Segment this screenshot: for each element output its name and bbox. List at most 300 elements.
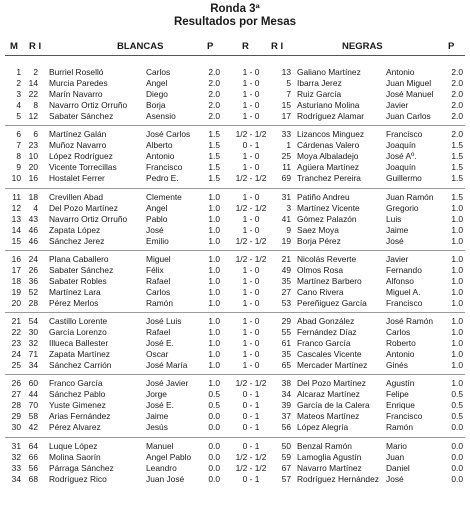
white-first-name: Pablo bbox=[146, 213, 168, 224]
game-result: 1 - 0 bbox=[242, 213, 260, 224]
white-surname: Rodríguez Rico bbox=[49, 473, 107, 484]
board-number: 18 bbox=[11, 275, 21, 286]
white-points: 1.0 bbox=[208, 264, 220, 275]
board-number: 25 bbox=[11, 360, 21, 371]
white-first-name: Angel bbox=[146, 78, 168, 89]
black-rank: 41 bbox=[281, 213, 291, 224]
white-surname: Castillo Lorente bbox=[49, 316, 108, 326]
white-surname: Murcia Paredes bbox=[49, 78, 108, 89]
black-points: 1.0 bbox=[451, 235, 463, 246]
black-first-name: Ramón bbox=[386, 422, 413, 433]
black-points: 2.0 bbox=[451, 129, 463, 140]
game-result: 1/2 - 1/2 bbox=[235, 235, 267, 246]
white-surname: Navarro Ortiz Orruño bbox=[49, 213, 128, 224]
white-points: 1.0 bbox=[208, 224, 220, 235]
white-rank: 18 bbox=[28, 191, 38, 202]
black-rank: 29 bbox=[281, 316, 291, 326]
group-separator bbox=[5, 437, 465, 438]
game-result: 1 - 0 bbox=[242, 67, 260, 77]
table-header bbox=[0, 41, 470, 53]
white-first-name: José bbox=[146, 224, 164, 235]
white-rank: 44 bbox=[28, 389, 38, 400]
white-rank: 14 bbox=[28, 78, 38, 89]
white-rank: 70 bbox=[28, 400, 38, 411]
black-rank: 3 bbox=[286, 202, 291, 213]
white-surname: Yuste Gimenez bbox=[49, 400, 106, 411]
white-rank: 71 bbox=[28, 349, 38, 360]
table-row bbox=[0, 100, 470, 111]
black-rank: 55 bbox=[281, 327, 291, 338]
table-row bbox=[0, 111, 470, 122]
black-rank: 17 bbox=[281, 111, 291, 122]
white-first-name: José María bbox=[146, 360, 188, 371]
col-header-m: M bbox=[10, 41, 18, 52]
black-surname: Patiño Andreu bbox=[297, 191, 350, 202]
header-divider bbox=[5, 55, 465, 56]
white-first-name: Francisco bbox=[146, 162, 183, 173]
table-row bbox=[0, 236, 470, 247]
black-first-name: Agustín bbox=[386, 378, 415, 389]
table-row bbox=[0, 151, 470, 162]
white-surname: Sánchez Pablo bbox=[49, 389, 106, 400]
game-result: 1/2 - 1/2 bbox=[235, 202, 267, 213]
black-rank: 27 bbox=[281, 286, 291, 297]
black-surname: Olmos Rosa bbox=[297, 264, 344, 275]
white-rank: 8 bbox=[33, 100, 38, 111]
black-points: 1.0 bbox=[451, 264, 463, 275]
game-result: 1/2 - 1/2 bbox=[235, 378, 267, 389]
black-points: 1.0 bbox=[451, 360, 463, 371]
black-first-name: Enrique bbox=[386, 400, 415, 411]
board-number: 5 bbox=[16, 111, 21, 122]
black-points: 0.0 bbox=[451, 451, 463, 462]
board-number: 19 bbox=[11, 286, 21, 297]
black-rank: 56 bbox=[281, 422, 291, 433]
white-rank: 28 bbox=[28, 297, 38, 308]
board-number: 9 bbox=[16, 162, 21, 173]
white-points: 1.0 bbox=[208, 327, 220, 338]
white-points: 1.0 bbox=[208, 349, 220, 360]
black-rank: 49 bbox=[281, 264, 291, 275]
group-separator bbox=[5, 188, 465, 189]
white-first-name: José Javier bbox=[146, 378, 189, 389]
table-row bbox=[0, 298, 470, 309]
white-surname: Molina Saorín bbox=[49, 451, 101, 462]
board-number: 26 bbox=[11, 378, 21, 389]
black-rank: 39 bbox=[281, 400, 291, 411]
black-points: 1.0 bbox=[451, 202, 463, 213]
board-number: 6 bbox=[16, 129, 21, 140]
game-result: 0 - 1 bbox=[242, 400, 260, 411]
group-separator bbox=[5, 125, 465, 126]
black-rank: 21 bbox=[281, 253, 291, 264]
white-rank: 32 bbox=[28, 338, 38, 349]
black-surname: Pereñiguez García bbox=[297, 297, 367, 308]
col-header-black: NEGRAS bbox=[342, 41, 383, 52]
white-points: 1.0 bbox=[208, 253, 220, 264]
black-rank: 7 bbox=[286, 89, 291, 100]
white-rank: 64 bbox=[28, 440, 38, 451]
black-rank: 15 bbox=[281, 100, 291, 111]
black-surname: Cárdenas Valero bbox=[297, 140, 360, 151]
col-header-ri-black: R I bbox=[271, 41, 284, 52]
black-rank: 35 bbox=[281, 275, 291, 286]
board-number: 21 bbox=[11, 316, 21, 326]
black-first-name: Daniel bbox=[386, 462, 410, 473]
white-rank: 60 bbox=[28, 378, 38, 389]
game-result: 1 - 0 bbox=[242, 275, 260, 286]
black-points: 2.0 bbox=[451, 100, 463, 111]
white-points: 1.0 bbox=[208, 297, 220, 308]
white-rank: 56 bbox=[28, 462, 38, 473]
white-surname: Muñoz Navarro bbox=[49, 140, 107, 151]
game-result: 1/2 - 1/2 bbox=[235, 173, 267, 184]
white-rank: 43 bbox=[28, 213, 38, 224]
white-surname: López Rodríguez bbox=[49, 151, 113, 162]
white-first-name: Angel Pablo bbox=[146, 451, 192, 462]
black-points: 0.0 bbox=[451, 422, 463, 433]
game-result: 1 - 0 bbox=[242, 297, 260, 308]
white-surname: Sabater Robles bbox=[49, 275, 107, 286]
white-rank: 2 bbox=[33, 67, 38, 77]
black-surname: Franco García bbox=[297, 338, 351, 349]
black-surname: Agüera Martínez bbox=[297, 162, 359, 173]
black-surname: García de la Calera bbox=[297, 400, 370, 411]
game-result: 1 - 0 bbox=[242, 360, 260, 371]
black-surname: Ibarra Jerez bbox=[297, 78, 342, 89]
black-first-name: Francisco bbox=[386, 297, 423, 308]
table-row bbox=[0, 452, 470, 463]
black-surname: Martínez Barbero bbox=[297, 275, 362, 286]
white-points: 1.0 bbox=[208, 378, 220, 389]
board-number: 24 bbox=[11, 349, 21, 360]
black-first-name: Juan Miguel bbox=[386, 78, 432, 89]
black-surname: Martínez Vicente bbox=[297, 202, 360, 213]
board-number: 10 bbox=[11, 173, 21, 184]
white-first-name: Emilio bbox=[146, 235, 169, 246]
game-result: 1 - 0 bbox=[242, 349, 260, 360]
board-number: 16 bbox=[11, 253, 21, 264]
board-number: 20 bbox=[11, 297, 21, 308]
game-result: 1 - 0 bbox=[242, 316, 260, 326]
table-row bbox=[0, 287, 470, 298]
table-row bbox=[0, 67, 470, 78]
white-points: 1.5 bbox=[208, 129, 220, 140]
white-points: 0.0 bbox=[208, 451, 220, 462]
white-points: 0.0 bbox=[208, 422, 220, 433]
white-points: 1.0 bbox=[208, 202, 220, 213]
game-result: 1 - 0 bbox=[242, 89, 260, 100]
black-surname: Benzal Ramón bbox=[297, 440, 352, 451]
white-surname: Martínez Galán bbox=[49, 129, 107, 140]
board-number: 17 bbox=[11, 264, 21, 275]
white-points: 0.0 bbox=[208, 411, 220, 422]
black-first-name: Francisco bbox=[386, 411, 423, 422]
board-number: 23 bbox=[11, 338, 21, 349]
white-rank: 58 bbox=[28, 411, 38, 422]
game-result: 1/2 - 1/2 bbox=[235, 451, 267, 462]
black-points: 0.5 bbox=[451, 411, 463, 422]
black-first-name: José bbox=[386, 235, 404, 246]
black-first-name: Antonio bbox=[386, 67, 415, 77]
game-result: 1 - 0 bbox=[242, 286, 260, 297]
group-separator bbox=[5, 312, 465, 313]
board-number: 34 bbox=[11, 473, 21, 484]
white-surname: Vicente Torrecillas bbox=[49, 162, 117, 173]
black-surname: Asturiano Molina bbox=[297, 100, 360, 111]
white-points: 0.0 bbox=[208, 462, 220, 473]
game-result: 0 - 1 bbox=[242, 473, 260, 484]
black-surname: Tranchez Pereira bbox=[297, 173, 361, 184]
table-row bbox=[0, 463, 470, 474]
white-first-name: Asensio bbox=[146, 111, 176, 122]
table-row bbox=[0, 349, 470, 360]
white-surname: García Lorenzo bbox=[49, 327, 107, 338]
black-points: 0.0 bbox=[451, 440, 463, 451]
white-surname: Zapata Martínez bbox=[49, 349, 110, 360]
black-points: 1.5 bbox=[451, 162, 463, 173]
game-result: 1/2 - 1/2 bbox=[235, 462, 267, 473]
white-points: 0.0 bbox=[208, 440, 220, 451]
black-surname: Cano Rivera bbox=[297, 286, 344, 297]
white-rank: 34 bbox=[28, 360, 38, 371]
game-result: 1 - 0 bbox=[242, 338, 260, 349]
white-points: 1.0 bbox=[208, 360, 220, 371]
black-rank: 53 bbox=[281, 297, 291, 308]
black-rank: 57 bbox=[281, 473, 291, 484]
white-points: 2.0 bbox=[208, 78, 220, 89]
board-number: 32 bbox=[11, 451, 21, 462]
white-points: 1.0 bbox=[208, 275, 220, 286]
black-rank: 19 bbox=[281, 235, 291, 246]
table-row bbox=[0, 474, 470, 485]
black-points: 0.0 bbox=[451, 462, 463, 473]
white-surname: Crevillen Abad bbox=[49, 191, 104, 202]
black-first-name: Joaquín bbox=[386, 162, 416, 173]
white-first-name: Clemente bbox=[146, 191, 182, 202]
board-number: 22 bbox=[11, 327, 21, 338]
black-points: 1.0 bbox=[451, 327, 463, 338]
board-number: 7 bbox=[16, 140, 21, 151]
white-surname: Franco García bbox=[49, 378, 103, 389]
table-row bbox=[0, 78, 470, 89]
black-surname: Moya Albaladejo bbox=[297, 151, 359, 162]
white-surname: Marín Navarro bbox=[49, 89, 103, 100]
game-result: 1 - 0 bbox=[242, 100, 260, 111]
group-separator bbox=[5, 250, 465, 251]
table-row bbox=[0, 400, 470, 411]
black-points: 1.0 bbox=[451, 224, 463, 235]
white-rank: 6 bbox=[33, 129, 38, 140]
white-surname: Sabater Sánchez bbox=[49, 111, 114, 122]
black-surname: Rodríguez Alamar bbox=[297, 111, 365, 122]
black-surname: Gómez Palazón bbox=[297, 213, 357, 224]
black-first-name: Juan Carlos bbox=[386, 111, 431, 122]
game-result: 0 - 1 bbox=[242, 422, 260, 433]
white-first-name: José Carlos bbox=[146, 129, 191, 140]
game-result: 1/2 - 1/2 bbox=[235, 129, 267, 140]
table-row bbox=[0, 422, 470, 433]
page-title: Ronda 3ª bbox=[210, 3, 260, 15]
black-points: 1.5 bbox=[451, 191, 463, 202]
board-number: 8 bbox=[16, 151, 21, 162]
board-number: 13 bbox=[11, 213, 21, 224]
black-rank: 67 bbox=[281, 462, 291, 473]
black-first-name: Gregorio bbox=[386, 202, 419, 213]
white-rank: 36 bbox=[28, 275, 38, 286]
white-points: 2.0 bbox=[208, 100, 220, 111]
black-first-name: Juan Ramón bbox=[386, 191, 434, 202]
white-first-name: Diego bbox=[146, 89, 168, 100]
white-rank: 66 bbox=[28, 451, 38, 462]
table-row bbox=[0, 254, 470, 265]
black-surname: Lizancos Minguez bbox=[297, 129, 365, 140]
white-rank: 46 bbox=[28, 235, 38, 246]
black-points: 1.5 bbox=[451, 173, 463, 184]
white-first-name: Jaime bbox=[146, 411, 169, 422]
white-first-name: Carlos bbox=[146, 67, 171, 77]
white-first-name: Leandro bbox=[146, 462, 177, 473]
black-surname: Alcaraz Martínez bbox=[297, 389, 360, 400]
black-first-name: Joaquín bbox=[386, 140, 416, 151]
black-first-name: Javier bbox=[386, 253, 409, 264]
col-header-result: R bbox=[242, 41, 249, 52]
board-number: 12 bbox=[11, 202, 21, 213]
white-surname: Párraga Sánchez bbox=[49, 462, 114, 473]
white-surname: Pérez Alvarez bbox=[49, 422, 101, 433]
white-points: 2.0 bbox=[208, 89, 220, 100]
black-points: 1.0 bbox=[451, 349, 463, 360]
table-row bbox=[0, 389, 470, 400]
black-surname: López Alegría bbox=[297, 422, 349, 433]
black-rank: 13 bbox=[281, 67, 291, 77]
table-row bbox=[0, 173, 470, 184]
black-rank: 9 bbox=[286, 224, 291, 235]
game-result: 1 - 0 bbox=[242, 327, 260, 338]
white-first-name: Rafael bbox=[146, 327, 171, 338]
white-points: 0.5 bbox=[208, 400, 220, 411]
table-row bbox=[0, 276, 470, 287]
white-first-name: Pedro E. bbox=[146, 173, 179, 184]
black-surname: Ruiz García bbox=[297, 89, 342, 100]
white-first-name: Jesús bbox=[146, 422, 168, 433]
board-number: 29 bbox=[11, 411, 21, 422]
white-points: 1.0 bbox=[208, 235, 220, 246]
white-first-name: Miguel bbox=[146, 253, 171, 264]
white-first-name: José E. bbox=[146, 400, 174, 411]
black-surname: Navarro Martínez bbox=[297, 462, 362, 473]
game-result: 0 - 1 bbox=[242, 440, 260, 451]
black-points: 1.0 bbox=[451, 275, 463, 286]
game-result: 0 - 1 bbox=[242, 389, 260, 400]
white-surname: Pérez Merlos bbox=[49, 297, 99, 308]
black-rank: 37 bbox=[281, 411, 291, 422]
white-rank: 22 bbox=[28, 89, 38, 100]
black-first-name: Fernando bbox=[386, 264, 422, 275]
black-first-name: Jaime bbox=[386, 224, 409, 235]
game-result: 1 - 0 bbox=[242, 151, 260, 162]
board-number: 14 bbox=[11, 224, 21, 235]
black-rank: 59 bbox=[281, 451, 291, 462]
game-result: 1 - 0 bbox=[242, 191, 260, 202]
white-points: 1.0 bbox=[208, 213, 220, 224]
black-rank: 34 bbox=[281, 389, 291, 400]
white-surname: Sánchez Jerez bbox=[49, 235, 105, 246]
game-result: 0 - 1 bbox=[242, 411, 260, 422]
black-rank: 1 bbox=[286, 140, 291, 151]
black-surname: Cascales Vicente bbox=[297, 349, 362, 360]
white-first-name: Angel bbox=[146, 202, 168, 213]
black-points: 1.0 bbox=[451, 316, 463, 326]
board-number: 28 bbox=[11, 400, 21, 411]
black-surname: Abad González bbox=[297, 316, 355, 326]
white-rank: 68 bbox=[28, 473, 38, 484]
white-surname: Del Pozo Martínez bbox=[49, 202, 118, 213]
black-first-name: Mario bbox=[386, 440, 407, 451]
white-first-name: Juan José bbox=[146, 473, 185, 484]
black-first-name: José Ramón bbox=[386, 316, 434, 326]
table-row bbox=[0, 441, 470, 452]
black-rank: 69 bbox=[281, 173, 291, 184]
black-points: 2.0 bbox=[451, 67, 463, 77]
white-surname: Arias Fernández bbox=[49, 411, 111, 422]
black-rank: 38 bbox=[281, 378, 291, 389]
black-first-name: Luis bbox=[386, 213, 402, 224]
game-result: 1 - 0 bbox=[242, 224, 260, 235]
table-row bbox=[0, 360, 470, 371]
table-row bbox=[0, 214, 470, 225]
white-surname: Luque López bbox=[49, 440, 98, 451]
table-row bbox=[0, 192, 470, 203]
black-points: 2.0 bbox=[451, 111, 463, 122]
white-rank: 4 bbox=[33, 202, 38, 213]
black-rank: 61 bbox=[281, 338, 291, 349]
white-rank: 30 bbox=[28, 327, 38, 338]
black-first-name: Antonio bbox=[386, 349, 415, 360]
black-points: 1.5 bbox=[451, 151, 463, 162]
white-points: 2.0 bbox=[208, 67, 220, 77]
black-first-name: José Aº. bbox=[386, 151, 417, 162]
black-rank: 5 bbox=[286, 78, 291, 89]
black-first-name: José Manuel bbox=[386, 89, 434, 100]
black-surname: Lamoglia Agustín bbox=[297, 451, 362, 462]
white-rank: 46 bbox=[28, 224, 38, 235]
table-row bbox=[0, 316, 470, 327]
black-points: 1.0 bbox=[451, 378, 463, 389]
col-header-points-white: P bbox=[207, 41, 214, 52]
white-first-name: José Luis bbox=[146, 316, 182, 326]
board-number: 15 bbox=[11, 235, 21, 246]
white-rank: 20 bbox=[28, 162, 38, 173]
black-surname: Del Pozo Martínez bbox=[297, 378, 366, 389]
white-first-name: José E. bbox=[146, 338, 174, 349]
page-subtitle: Resultados por Mesas bbox=[173, 16, 297, 28]
table-row bbox=[0, 129, 470, 140]
black-rank: 65 bbox=[281, 360, 291, 371]
table-row bbox=[0, 203, 470, 214]
black-first-name: José bbox=[386, 473, 404, 484]
white-surname: Plana Caballero bbox=[49, 253, 109, 264]
game-result: 1 - 0 bbox=[242, 162, 260, 173]
col-header-white: BLANCAS bbox=[117, 41, 164, 52]
white-rank: 23 bbox=[28, 140, 38, 151]
black-points: 0.5 bbox=[451, 400, 463, 411]
black-surname: Rodríguez Hernández bbox=[297, 473, 379, 484]
black-first-name: Carlos bbox=[386, 327, 411, 338]
black-points: 1.0 bbox=[451, 338, 463, 349]
white-surname: Illueca Ballester bbox=[49, 338, 109, 349]
white-rank: 10 bbox=[28, 151, 38, 162]
